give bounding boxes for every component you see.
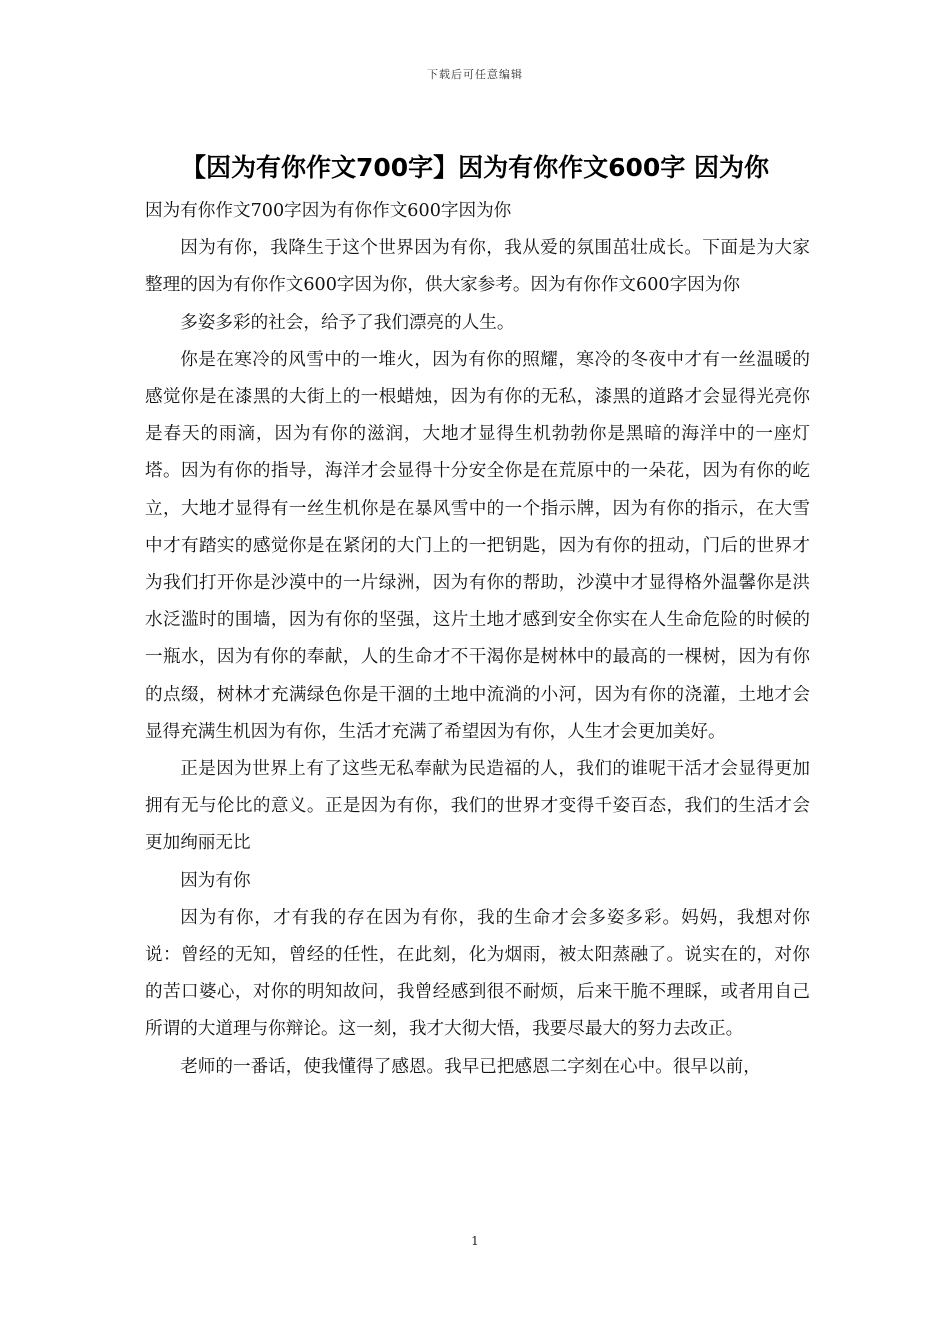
- body-paragraph: 多姿多彩的社会，给予了我们漂亮的人生。: [180, 312, 515, 333]
- body-paragraph: 因为有你，才有我的存在因为有你，我的生命才会多姿多彩。妈妈，我想对你说：曾经的无知，曾经的任性，在此刻，化为烟雨，被太阳蒸融了。说实在的，对你的苦口婆心，对你的明知故问，我曾经感到很不耐烦，后来干脆不理睬，或者用自己所谓的大道理与你辩论。这一刻，我才大彻大悟，我要尽最大的努力去改正。: [145, 907, 810, 1040]
- body-paragraph: 老师的一番话，使我懂得了感恩。我早已把感恩二字刻在心中。很早以前，: [180, 1056, 761, 1077]
- body-paragraph: 因为有你，我降生于这个世界因为有你，我从爱的氛围茁壮成长。下面是为大家整理的因为有你作文600字因为你，供大家参考。因为有你作文600字因为你: [145, 238, 810, 296]
- document-body: [145, 193, 810, 1086]
- page-header-note: 下载后可任意编辑: [427, 68, 523, 81]
- body-paragraph: 你是在寒冷的风雪中的一堆火，因为有你的照耀，寒冷的冬夜中才有一丝温暖的感觉你是在漆黑的大街上的一根蜡烛，因为有你的无私，漆黑的道路才会显得光亮你是春天的雨滴，因为有你的滋润，大地才显得生机勃勃你是黑暗的海洋中的一座灯塔。因为有你的指导，海洋才会显得十分安全你是在荒原中的一朵花，因为有你的屹立，大地才显得有一丝生机你是在暴风雪中的一个指示牌，因为有你的指示，在大雪中才有踏实的感觉你是在紧闭的大门上的一把钥匙，因为有你的扭动，门后的世界才为我们打开你是沙漠中的一片绿洲，因为有你的帮助，沙漠中才显得格外温馨你是洪水泛滥时的围墙，因为有你的坚强，这片土地才感到安全你实在人生命危险的时候的一瓶水，因为有你的奉献，人的生命才不干渴你是树林中的最高的一棵树，因为有你的点缀，树林才充满绿色你是干涸的土地中流淌的小河，因为有你的浇灌，土地才会显得充满生机因为有你，生活才充满了希望因为有你，人生才会更加美好。: [145, 349, 810, 742]
- document-title: 【因为有你作文700字】因为有你作文600字 因为你: [180, 153, 770, 182]
- body-paragraph: 正是因为世界上有了这些无私奉献为民造福的人，我们的谁呢干活才会显得更加拥有无与伦比的意义。正是因为有你，我们的世界才变得千姿百态，我们的生活才会更加绚丽无比: [145, 759, 810, 854]
- section-heading: 因为有你: [180, 870, 251, 891]
- subtitle-paragraph: 因为有你作文700字因为有你作文600字因为你: [145, 201, 512, 221]
- page-number: 1: [471, 1234, 479, 1248]
